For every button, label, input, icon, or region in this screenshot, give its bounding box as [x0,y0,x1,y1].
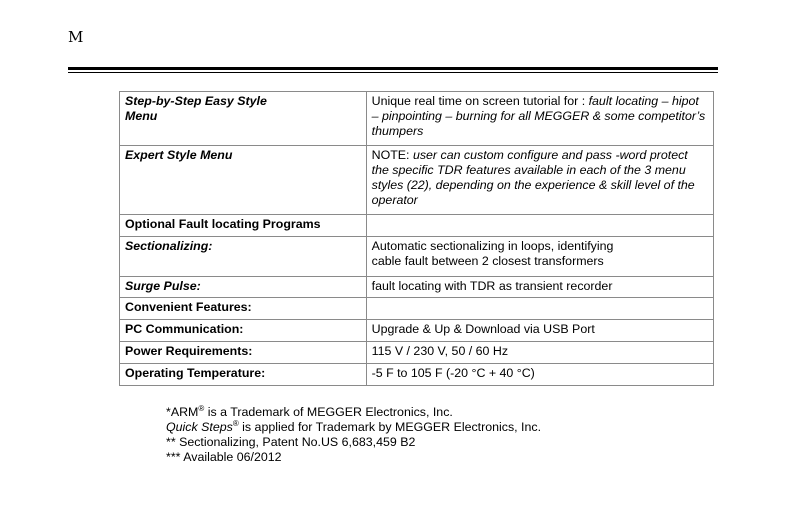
header-rule-thin [68,72,718,73]
row-label [120,298,367,320]
table-row [120,92,714,146]
row-label [120,92,367,146]
row-label-text: Sectionalizing: [125,239,213,253]
row-value: Upgrade & Up & Download via USB Port [366,320,713,342]
footnote-patent: ** Sectionalizing, Patent No.US 6,683,459 B2 [166,435,416,449]
table-row [120,342,714,364]
row-label-text: Power Requirements: [125,344,253,358]
footnotes [166,405,541,465]
row-value [366,215,713,237]
row-label [120,364,367,386]
table-row [120,215,714,237]
header-rule-thick [68,67,718,70]
table-row [120,364,714,386]
row-label-text: Expert Style Menu [125,148,233,162]
footnote-available: *** Available 06/2012 [166,450,282,464]
value-line: Automatic sectionalizing in loops, identifying [371,239,614,253]
row-value: 115 V / 230 V, 50 / 60 Hz [366,342,713,364]
value-lead-text: NOTE: [371,148,413,162]
footnote-text: Quick Steps [166,420,233,434]
footnote-text: is applied for Trademark by MEGGER Electronics, Inc. [238,420,542,434]
row-label [120,320,367,342]
row-label [120,277,367,298]
row-value [366,237,713,277]
row-label-text: PC Communication: [125,322,244,336]
value-line: cable fault between 2 closest transformers [371,254,604,268]
value-lead-text: Unique real time on screen tutorial for : [371,94,589,108]
footnote-text: is a Trademark of MEGGER Electronics, Inc. [204,405,453,419]
footnote-arm [166,405,541,420]
table-row [120,298,714,320]
table-row [120,146,714,215]
table-row [120,277,714,298]
row-label-text: Surge Pulse: [125,279,201,293]
value-italic-text: fault locating – hipot – pinpointing – burning for all MEGGER & some competitor’s thumpers [371,94,706,138]
row-value [366,298,713,320]
row-label-text: Convenient Features: [125,300,252,314]
registered-mark: ® [232,418,239,428]
value-italic-text: user can custom configure and pass -word protect the specific TDR features available in each of the 3 menu styles (22), depending on the experience & skill level of the operator [371,148,695,207]
row-label-line: Step-by-Step Easy Style [125,94,267,108]
row-label [120,146,367,215]
row-label-text: Operating Temperature: [125,366,266,380]
row-label-text: Optional Fault locating Programs [125,217,321,231]
row-label [120,342,367,364]
row-value [366,146,713,215]
row-value [366,92,713,146]
specifications-table [119,91,714,386]
footnote-quick-steps [166,420,541,435]
row-value: fault locating with TDR as transient recorder [366,277,713,298]
row-label [120,215,367,237]
registered-mark: ® [198,403,205,413]
table-row [120,320,714,342]
row-label [120,237,367,277]
page-header-mark: M [68,28,84,46]
footnote-text: *ARM [166,405,199,419]
row-label-line: Menu [125,109,158,123]
table-row [120,237,714,277]
row-value: -5 F to 105 F (-20 °C + 40 °C) [366,364,713,386]
